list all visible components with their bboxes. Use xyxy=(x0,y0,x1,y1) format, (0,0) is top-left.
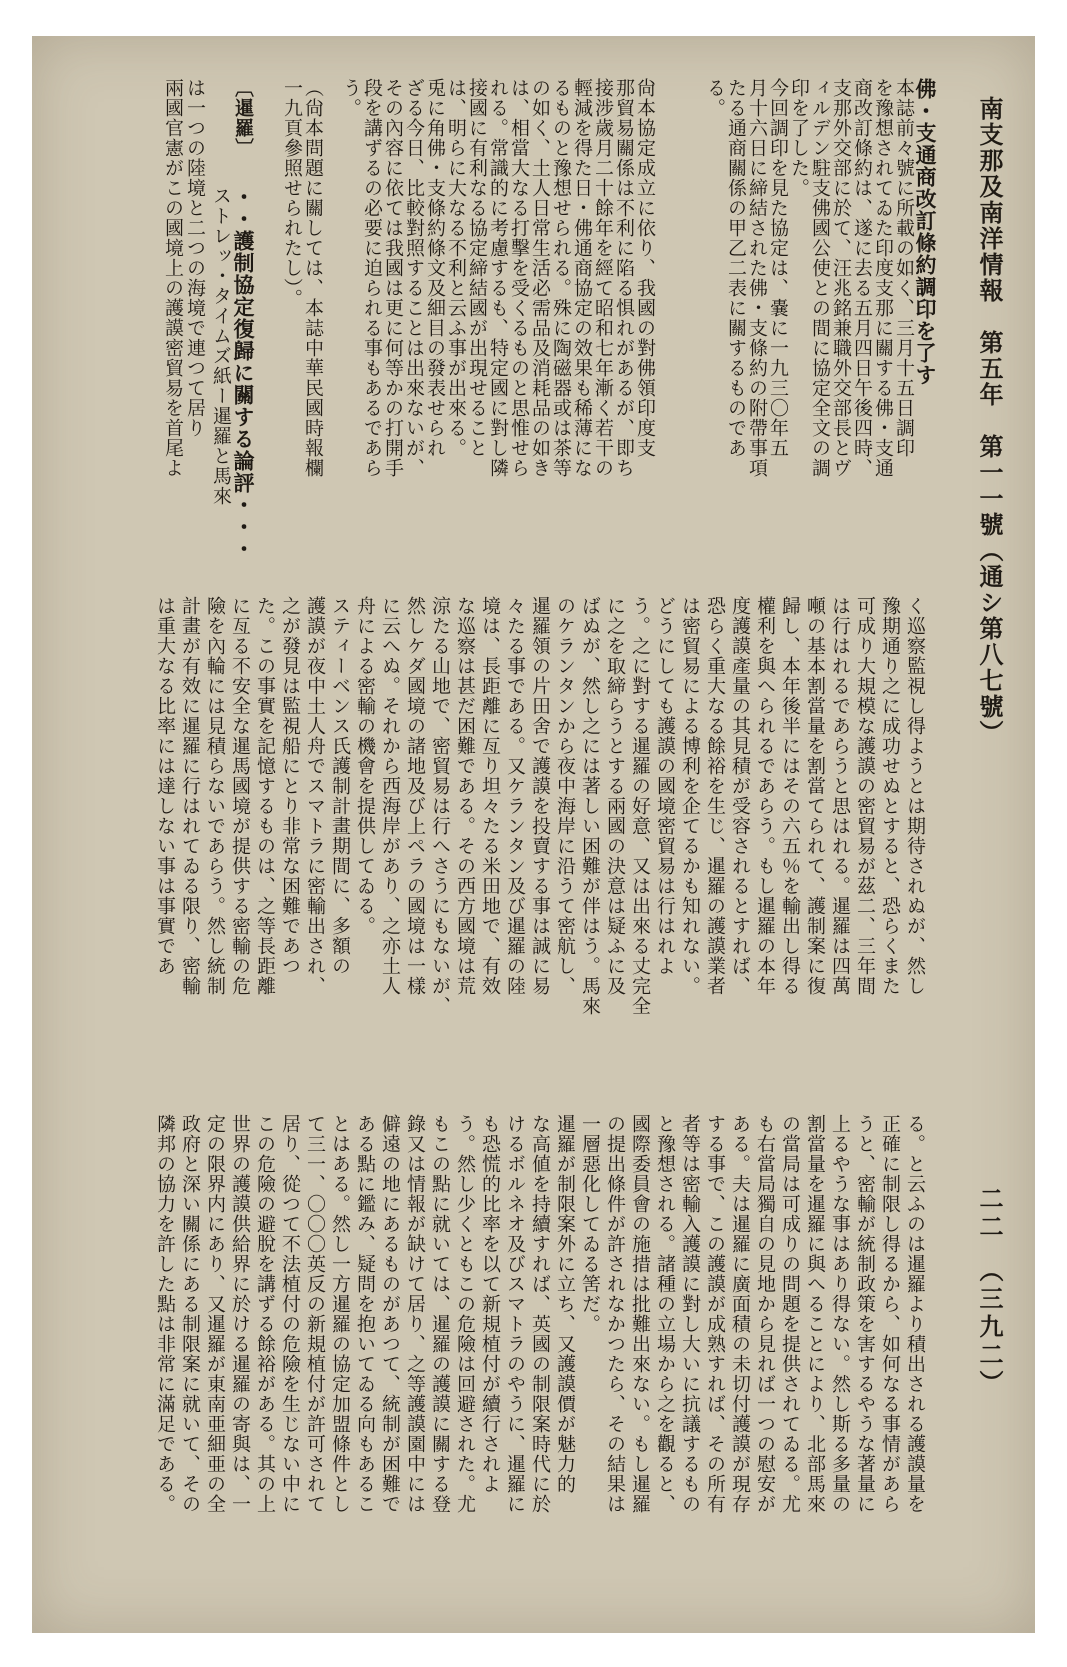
text-column: は密貿易による博利を企てるかも知れない。 xyxy=(678,596,701,996)
text-column: スティーベンス氏護制計畫期間に、多額の xyxy=(328,596,351,976)
text-column: 然しケダ國境の諸地及び上ペラの國境は一樣 xyxy=(403,596,426,996)
text-column: と豫想される。諸種の立場から之を觀ると、 xyxy=(653,1114,676,1514)
text-column: 居り、從つて不法植付の危險を生じない中に xyxy=(278,1114,301,1514)
text-column: 可成り大規模な護謨の密貿易が茲二、三年間 xyxy=(853,596,876,996)
text-column: 護謨が夜中土人舟でスマトラに密輸出され、 xyxy=(303,596,326,996)
text-column: 國際委員會の施措は批難出來ない。もし暹羅 xyxy=(628,1114,651,1514)
text-column: は、相當大なる打擊を受くるものと思惟せら xyxy=(507,78,530,478)
text-column: 計畫が有效に暹羅に行はれてゐる限り、密輸 xyxy=(178,596,201,996)
text-column: う。然し少くともこの危險は回避された。尤 xyxy=(453,1114,476,1514)
text-column: その內容に依ては我國は更に何等かの打開手 xyxy=(381,78,404,478)
text-column: 權利を與へられるであらう。もし暹羅の本年 xyxy=(753,596,776,996)
text-column: れる。常識的に考慮するも、特定國に對し隣 xyxy=(486,78,509,478)
article-heading: 佛・支通商改訂條約調印を了す xyxy=(913,78,939,386)
text-column: 險を內輪には見積らないであらう。然し統制 xyxy=(203,596,226,996)
text-column: 暹羅が制限案外に立ち、又護謨價が魅力的 xyxy=(553,1114,576,1494)
text-column: く巡察監視し得ようとは期待されぬが、然し xyxy=(903,596,926,996)
text-column: 月十六日に締結された佛・支條約の附帶事項 xyxy=(745,78,768,478)
section-tag: 〔暹羅〕 xyxy=(231,78,254,158)
text-column: を豫想されてゐた印度支那に關する佛・支通 xyxy=(871,78,894,478)
text-column: 那貿易關係は不利に陷る惧れがあるが、即ち xyxy=(612,78,635,478)
text-column: 境は、長距離に亙り坦々たる米田地で、有效 xyxy=(478,596,501,996)
text-column: 々たる事である。又ケランタン及び暹羅の陸 xyxy=(503,596,526,996)
text-column: どうにしても護謨の國境密貿易は行はれよ xyxy=(653,596,676,976)
text-column: 政府と深い關係にある制限案に就いて、その xyxy=(178,1114,201,1514)
text-column: この危險の避脫を講ずる餘裕がある。其の上 xyxy=(253,1114,276,1514)
text-column: 一層惡化してゐる筈だ。 xyxy=(578,1114,601,1334)
text-column: （尙本問題に關しては、本誌中華民國時報欄 xyxy=(301,78,324,478)
text-column: は一つの陸境と二つの海境で連つて居り xyxy=(183,78,206,438)
article-subtitle: ストレッ・タイムズ紙ー暹羅と馬來 xyxy=(209,186,232,506)
text-column: るものと豫想せられる。殊に陶磁器或は茶等 xyxy=(549,78,572,478)
text-column: な高値を持續すれば、英國の制限案時代に於 xyxy=(528,1114,551,1514)
text-column: 暹羅領の片田舍で護謨を投賣する事は誠に易 xyxy=(528,596,551,996)
text-column: の如く、土人日常生活必需品及消耗品の如き xyxy=(528,78,551,478)
article-heading: ・・護制協定復歸に關する論評・・・ xyxy=(231,186,257,560)
text-column: に之を取締らうとする兩國の決意は疑ふに及 xyxy=(603,596,626,996)
text-column: は行はれるであらうと思はれる。暹羅は四萬 xyxy=(828,596,851,996)
text-column: う。 xyxy=(339,78,362,118)
text-column: 涼たる山地で、密貿易は行へさうにもないが、 xyxy=(428,596,451,1016)
text-column: 噸の基本割當量を割當てられて、護制案に復 xyxy=(803,596,826,996)
text-column: た。この事實を記憶するものは、之等長距離 xyxy=(253,596,276,996)
text-column: 支那外交部に於て、汪兆銘兼職外交部長とヴ xyxy=(829,78,852,478)
text-column: 一九頁參照せられたし）。 xyxy=(280,78,303,309)
text-column: 之が發見は監視船にとり非常な困難であつ xyxy=(278,596,301,976)
text-column: の提出條件が許されなかつたら、その結果は xyxy=(603,1114,626,1514)
text-column: 接國に有利なる協定締結國が出現せること xyxy=(465,78,488,458)
text-column: も右當局獨自の見地から見れば一つの慰安が xyxy=(753,1114,776,1514)
text-column: 商改訂條約は、遂に去る五月四日午後四時、 xyxy=(850,78,873,478)
text-column: も恐慌的比率を以て新規植付が續行されよ xyxy=(478,1114,501,1494)
text-column: 尙本協定成立に依り、我國の對佛領印度支 xyxy=(633,78,656,458)
text-column: 接涉歲月二十餘年を經て昭和七年漸く若干の xyxy=(591,78,614,478)
text-column: とはある。然し一方暹羅の協定加盟條件とし xyxy=(328,1114,351,1514)
text-column: に云へぬ。それから西海岸があり、之亦土人 xyxy=(378,596,401,996)
text-column: 今回調印を見た協定は、嚢に一九三〇年五 xyxy=(766,78,789,458)
text-column: に亙る不安全な暹馬國境が提供する密輸の危 xyxy=(228,596,251,996)
text-column: のケランタンから夜中海岸に沿うて密航し、 xyxy=(553,596,576,996)
page-header: 南支那及南洋情報 第五年 第一一號（通シ第八七號） xyxy=(975,96,1004,746)
text-column: 隣邦の協力を許した點は非常に滿足である。 xyxy=(153,1114,176,1514)
text-column: 割當量を暹羅に與へることにより、北部馬來 xyxy=(803,1114,826,1514)
text-column: ばぬが、然し之には著しい困難が伴はう。馬來 xyxy=(578,596,601,1016)
text-column: 舟による密輸の機會を提供してゐる。 xyxy=(353,596,376,936)
text-column: 度護謨產量の其見積が受容されるとすれば、 xyxy=(728,596,751,996)
text-column: 本誌前々號に所載の如く、三月十五日調印 xyxy=(892,78,915,458)
text-column: 恐らく重大なる餘裕を生じ、暹羅の護謨業者 xyxy=(703,596,726,996)
text-column: 定の限界内にあり、又暹羅が東南亜細亜の全 xyxy=(203,1114,226,1514)
text-column: な巡察は甚だ困難である。その西方國境は荒 xyxy=(453,596,476,996)
page-number: 二二 （三九二） xyxy=(975,1186,1004,1398)
text-column: 上るやうな事はあり得ない。然し斯る多量の xyxy=(828,1114,851,1514)
text-column: 者等は密輸入護謨に對し大いに抗議するもの xyxy=(678,1114,701,1514)
text-column: 兎に角佛・支條約條文及細目の發表せられ xyxy=(423,78,446,458)
text-column: けるボルネオ及びスマトラのやうに、暹羅に xyxy=(503,1114,526,1514)
text-column: 段を講ずるの必要に迫られる事もあるであら xyxy=(360,78,383,478)
text-column: る。 xyxy=(703,78,726,118)
text-column: は、明らに大なる不利と云ふ事が出來る。 xyxy=(444,78,467,458)
text-column: する事で、この護謨が成熟すれば、その所有 xyxy=(703,1114,726,1514)
text-column: 輕減を得た日・佛通商協定の效果も稀薄にな xyxy=(570,78,593,478)
document-page xyxy=(32,36,1035,1633)
text-column: 正確に制限し得るから、如何なる事情があら xyxy=(878,1114,901,1514)
text-column: ィルデン駐支佛國公使との間に協定全文の調 xyxy=(808,78,831,478)
text-column: の當局は可成りの問題を提供されてゐる。尤 xyxy=(778,1114,801,1514)
text-column: 歸し、本年後半にはその六五％を輸出し得る xyxy=(778,596,801,996)
text-column: たる通商關係の甲乙二表に關するものであ xyxy=(724,78,747,458)
text-column: ざる今日、比較對照することは出來ないが、 xyxy=(402,78,425,478)
text-column: 世界の護謨供給界に於ける暹羅の寄與は、一 xyxy=(228,1114,251,1514)
text-column: 兩國官憲がこの國境上の護謨密貿易を首尾よ xyxy=(161,78,184,478)
text-column: る。と云ふのは暹羅より積出される護謨量を xyxy=(903,1114,926,1514)
text-column: 錄又は情報が缺けて居り、之等護謨園中には xyxy=(403,1114,426,1514)
text-column: 豫期通り之に成功せぬとすると、恐らくまた xyxy=(878,596,901,996)
text-column: 印を了した。 xyxy=(787,78,810,198)
text-column: ある點に鑑み、疑問を抱いてゐる向もあるこ xyxy=(353,1114,376,1514)
text-column: ある。夫は暹羅に廣面積の未切付護謨が現存 xyxy=(728,1114,751,1514)
text-column: う。之に對する暹羅の好意、又は出來る丈完全 xyxy=(628,596,651,1016)
text-column: て三一、〇〇〇英反の新規植付が許可されて xyxy=(303,1114,326,1514)
text-column: もこの點に就いては、暹羅の護謨に關する登 xyxy=(428,1114,451,1514)
text-column: は重大なる比率には達しない事は事實であ xyxy=(153,596,176,976)
text-column: うと、密輸が統制政策を害するやうな著量に xyxy=(853,1114,876,1514)
text-column: 僻遠の地にあるものがあつて、統制が困難で xyxy=(378,1114,401,1514)
